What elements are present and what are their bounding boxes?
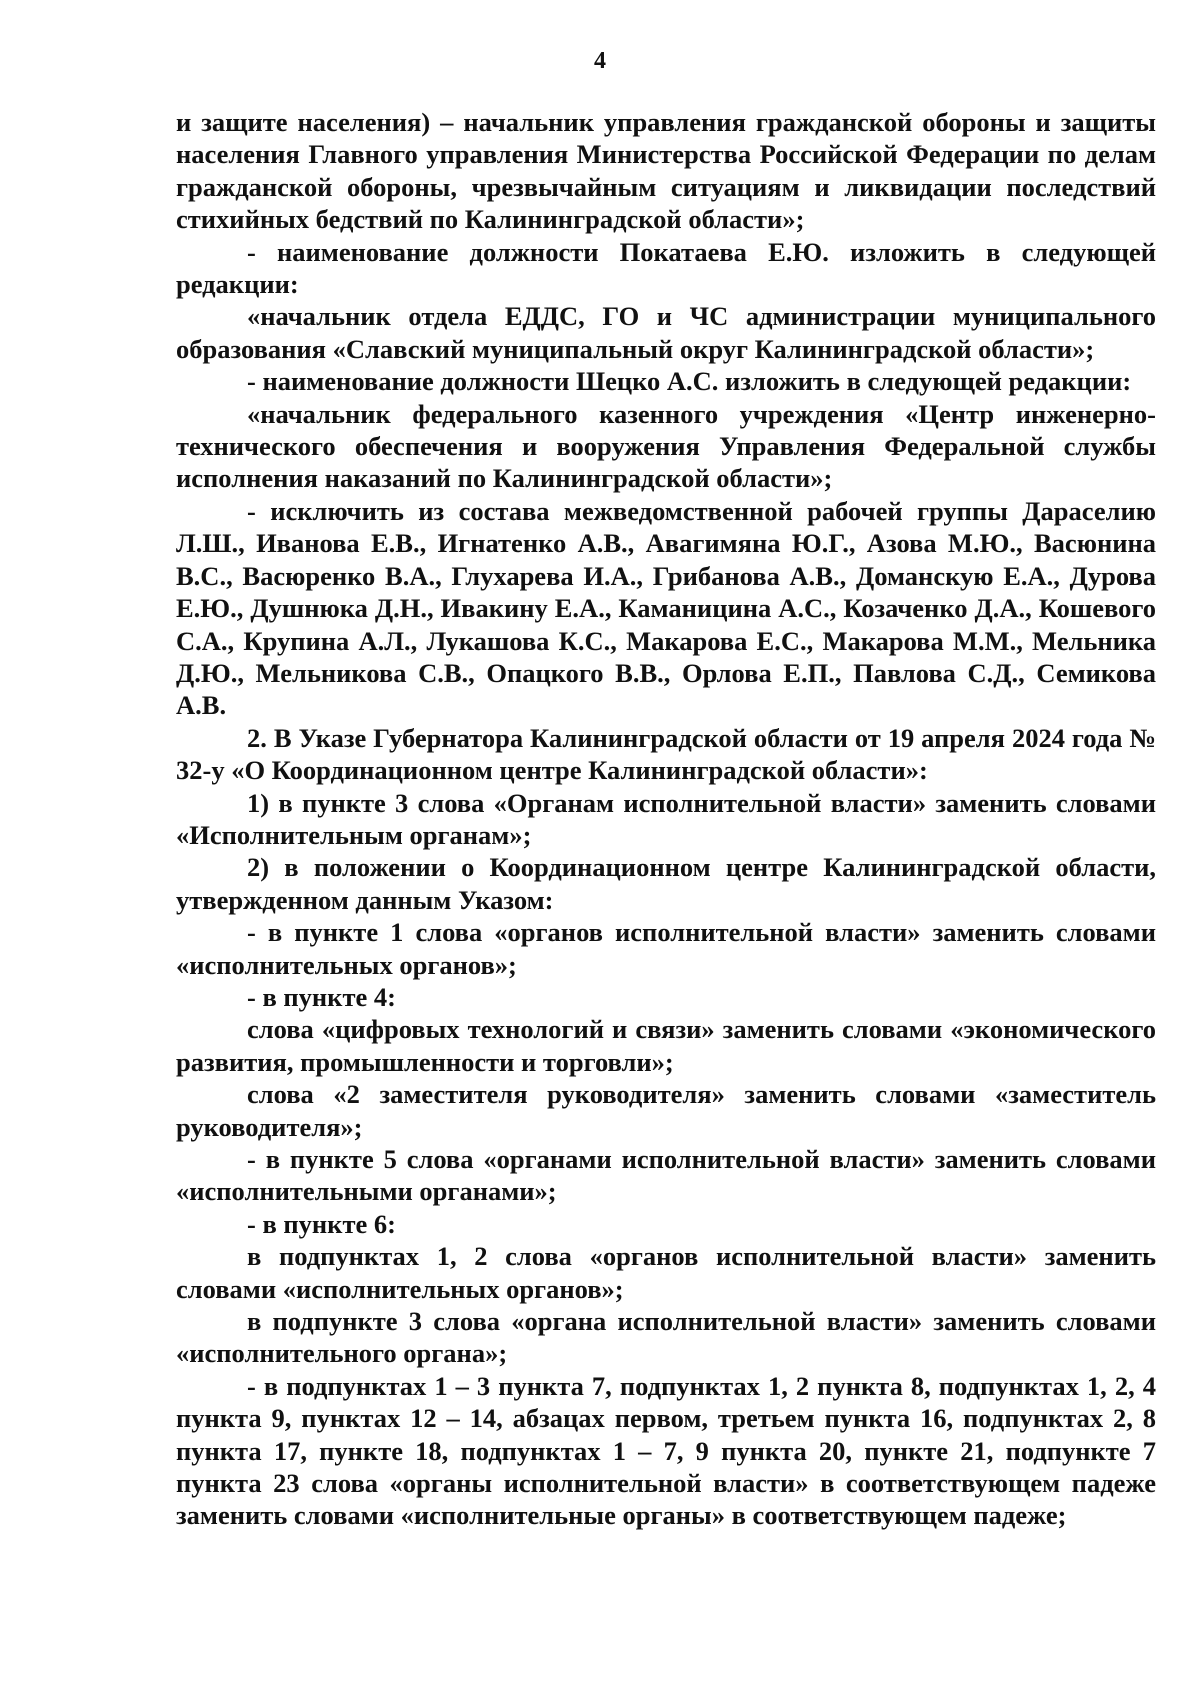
paragraph: в подпункте 3 слова «органа исполнительной власти» заменить словами «исполнительного органа»; — [176, 1306, 1156, 1369]
paragraph: в подпунктах 1, 2 слова «органов исполнительной власти» заменить словами «исполнительных органов»; — [176, 1241, 1156, 1304]
paragraph: - наименование должности Покатаева Е.Ю. изложить в следующей редакции: — [176, 236, 1156, 300]
paragraph: 2. В Указе Губернатора Калининградской области от 19 апреля 2024 года № 32-у «О Координационном центре Калининградской области»: — [176, 722, 1156, 786]
paragraph: «начальник отдела ЕДДС, ГО и ЧС администрации муниципального образования «Славский муниципальный округ Калининградской области»; — [176, 301, 1156, 364]
paragraph: - в пункте 1 слова «органов исполнительной власти» заменить словами «исполнительных органов»; — [176, 917, 1156, 980]
paragraph: - исключить из состава межведомственной рабочей группы Дараселию Л.Ш., Иванова Е.В., Игнатенко А.В., Авагимяна Ю.Г., Азова М.Ю., Васюнина В.С., Васюренко В.А., Глухарева И.А., Грибанова А.В., Доманскую Е.А., Дурова Е.Ю., Душнюка Д.Н., Ивакину Е.А., Каманицина А.С., Козаченко Д.А., Кошевого С.А., Крупина А.Л., Лукашова К.С., Макарова Е.С., Макарова М.М., Мельника Д.Ю., Мельникова С.В., Опацкого В.В., Орлова Е.П., Павлова С.Д., Семикова А.В. — [176, 495, 1156, 721]
paragraph: 2) в положении о Координационном центре Калининградской области, утвержденном данным Указом: — [176, 852, 1156, 915]
page-number: 4 — [594, 48, 606, 74]
paragraph: слова «цифровых технологий и связи» заменить словами «экономического развития, промышленности и торговли»; — [176, 1014, 1156, 1077]
paragraph: - в пункте 4: — [247, 981, 396, 1012]
paragraph-continuation: и защите населения) – начальник управления гражданской обороны и защиты населения Главного управления Министерства Российской Федерации по делам гражданской обороны, чрезвычайным ситуациям и ликвидации последствий стихийных бедствий по Калининградской области»; — [176, 107, 1156, 235]
paragraph: 1) в пункте 3 слова «Органам исполнительной власти» заменить словами «Исполнительным органам»; — [176, 787, 1156, 850]
paragraph: - в пункте 5 слова «органами исполнительной власти» заменить словами «исполнительными органами»; — [176, 1144, 1156, 1207]
paragraph: - в пункте 6: — [247, 1208, 396, 1239]
document-body — [176, 106, 1156, 1532]
paragraph: слова «2 заместителя руководителя» заменить словами «заместитель руководителя»; — [176, 1079, 1156, 1142]
paragraph: - в подпунктах 1 – 3 пункта 7, подпунктах 1, 2 пункта 8, подпунктах 1, 2, 4 пункта 9, пунктах 12 – 14, абзацах первом, третьем пункта 16, подпунктах 2, 8 пункта 17, пункте 18, подпунктах 1 – 7, 9 пункта 20, пункте 21, подпункте 7 пункта 23 слова «органы исполнительной власти» в соответствующем падеже заменить словами «исполнительные органы» в соответствующем падеже; — [176, 1370, 1156, 1531]
paragraph: «начальник федерального казенного учреждения «Центр инженерно-технического обеспечения и вооружения Управления Федеральной службы исполнения наказаний по Калининградской области»; — [176, 398, 1156, 494]
paragraph: - наименование должности Шецко А.С. изложить в следующей редакции: — [247, 366, 1132, 397]
